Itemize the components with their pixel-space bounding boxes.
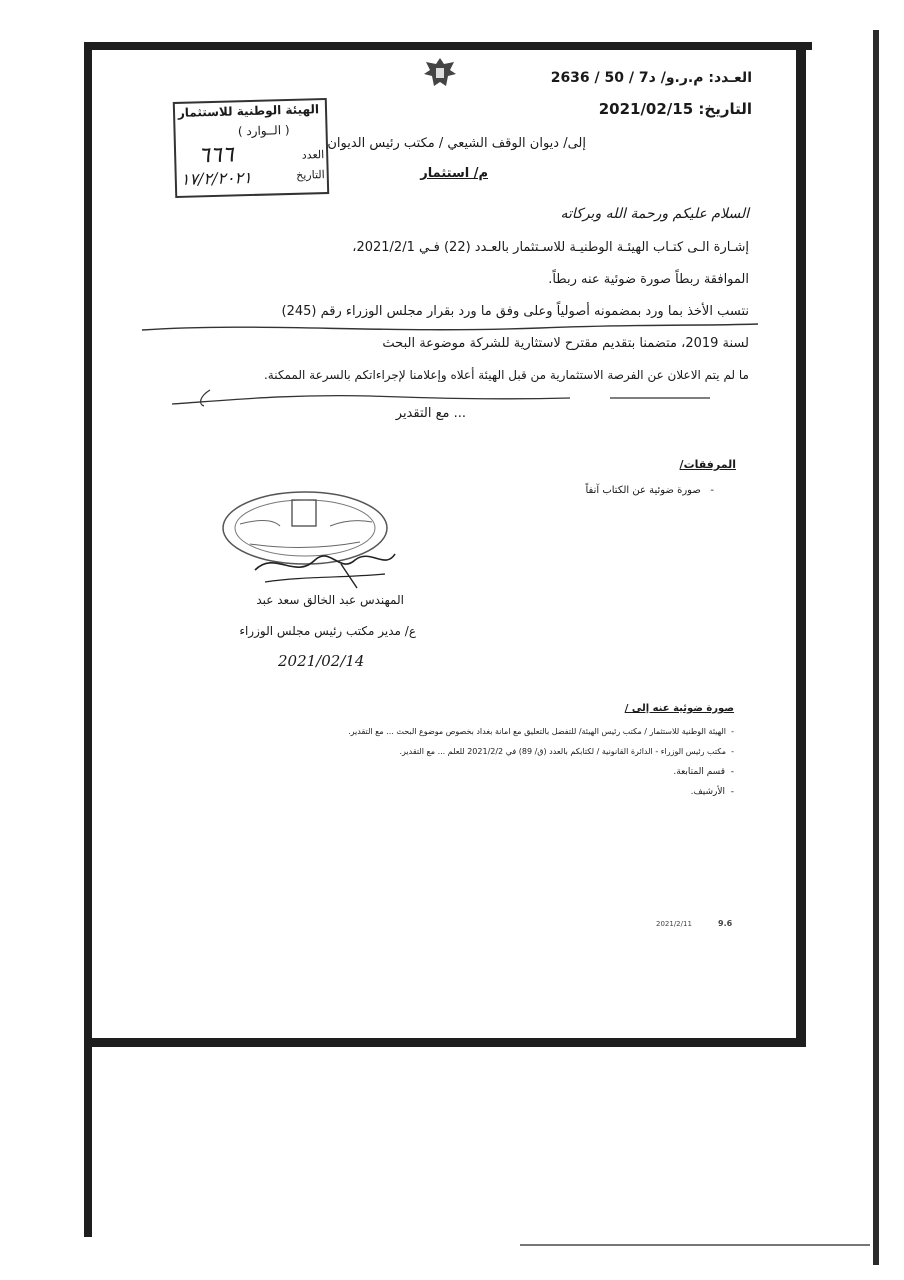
page-border-right — [796, 42, 806, 1047]
page-border-bottom — [84, 1038, 806, 1047]
copy-item: - مكتب رئيس الوزراء - الدائرة القانونية / لكتابكم بالعدد (ق/ 89) في 2021/2/2 للعلم ... مع التقدير. — [399, 747, 734, 756]
scan-edge-right — [873, 30, 879, 1265]
footer-code: 9.6 — [718, 919, 733, 928]
body-paragraph-line: إشـارة الـى كتـاب الهيئـة الوطنيـة للاسـتثمار بالعـدد (22) فـي 2021/2/1، — [352, 240, 749, 255]
attachment-item: - صورة ضوئية عن الكتاب آنفاً — [585, 485, 714, 496]
body-paragraph-line: لسنة 2019، متضمنا بتقديم مقترح لاستثارية للشركة موضوعة البحث — [382, 336, 749, 351]
footer-date: 2021/2/11 — [656, 920, 692, 928]
signatory-title: ع/ مدير مكتب رئيس مجلس الوزراء — [239, 624, 416, 638]
received-stamp: الهيئة الوطنية للاستثمار ( الــوارد ) العدد التاريخ ٦٦٦ ١٧/٢/٢٠٢١ — [173, 98, 329, 198]
subject-line: م/ استثمار — [420, 166, 488, 181]
document-date: التاريخ: 2021/02/15 — [598, 100, 752, 118]
body-paragraph-line: الموافقة ربطاً صورة ضوئية عنه ربطاً. — [548, 272, 749, 287]
body-paragraph-line: نتسب الأخذ بما ورد بمضمونه أصولياً وعلى وفق ما ورد بقرار مجلس الوزراء رقم (245) — [281, 304, 749, 319]
copy-item: - الأرشيف. — [690, 787, 734, 797]
page-border-top — [84, 42, 812, 50]
pen-underline-mark — [140, 312, 760, 342]
signature-date: 2021/02/14 — [278, 652, 365, 670]
body-paragraph-line: ما لم يتم الاعلان عن الفرصة الاستثمارية من قبل الهيئة أعلاه وإعلامنا لإجراءاتكم بالسرعة الممكنة. — [263, 368, 749, 382]
greeting: السلام عليكم ورحمة الله وبركاته — [560, 206, 749, 222]
signatory-name: المهندس عبد الخالق سعد عبد — [256, 593, 404, 607]
copy-item: - الهيئة الوطنية للاستثمار / مكتب رئيس الهيئة/ للتفضل بالتعليق مع امانة بغداد بخصوص موضوع البحث ... مع التقدير. — [348, 727, 734, 736]
eagle-emblem-icon — [422, 54, 458, 92]
scan-edge-bottom — [520, 1244, 870, 1246]
page-border-left — [84, 42, 92, 1237]
attachments-title: المرفقات/ — [679, 458, 736, 471]
recipient-line: إلى/ ديوان الوقف الشيعي / مكتب رئيس الديوان — [327, 136, 586, 151]
copy-to-title: صورة ضوئية عنه إلى / — [624, 703, 734, 714]
pen-underline-mark — [170, 374, 750, 414]
closing-line: ... مع التقدير — [395, 406, 466, 421]
document-number: العـدد: م.ر.و/ د7 / 50 / 2636 — [550, 70, 752, 86]
handwritten-signature-icon — [245, 530, 405, 590]
copy-item: - قسم المتابعة. — [673, 767, 734, 777]
